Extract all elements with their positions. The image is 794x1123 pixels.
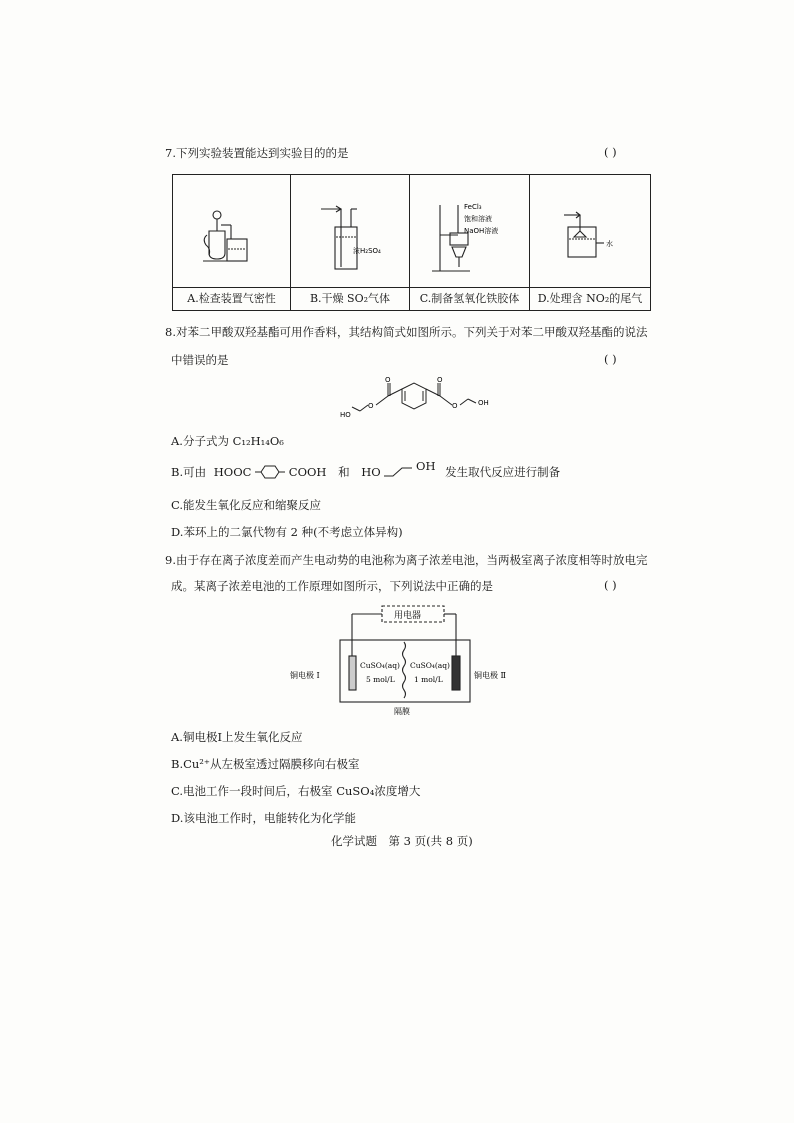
q8-option-c: C.能发生氧化反应和缩聚反应 xyxy=(171,498,322,512)
q8-ethylene-glycol-oh: OH xyxy=(416,459,436,473)
q7-stem: 7.下列实验装置能达到实验目的的是 xyxy=(165,146,349,160)
q7-option-a: A.检查装置气密性 xyxy=(173,287,290,310)
q8-cooh: COOH xyxy=(288,465,327,479)
c-naoh-label: NaOH溶液 xyxy=(464,227,499,235)
left-conc-label: 5 mol/L xyxy=(366,675,395,684)
q9-option-c: C.电池工作一段时间后，右极室 CuSO₄浓度增大 xyxy=(171,784,421,798)
c-saturated-label: 饱和溶液 xyxy=(464,215,492,223)
q7-apparatus-table xyxy=(172,174,651,311)
q8-stem-line1: 8.对苯二甲酸双羟基酯可用作香料，其结构简式如图所示。下列关于对苯二甲酸双羟基酯的说法 xyxy=(165,325,648,339)
right-conc-label: 1 mol/L xyxy=(414,675,443,684)
q7-option-c: C.制备氢氧化铁胶体 xyxy=(410,287,529,310)
q8-ethylene-glycol-ho: HO xyxy=(361,465,381,479)
concentration-cell-diagram xyxy=(290,604,540,716)
left-solution-label: CuSO₄(aq) xyxy=(360,661,400,670)
struct-ho-label: HO xyxy=(340,411,351,419)
membrane-label: 隔膜 xyxy=(394,707,410,716)
q7-figure-c xyxy=(410,175,529,287)
q9-option-d: D.该电池工作时，电能转化为化学能 xyxy=(171,811,356,825)
struct-o-left: O xyxy=(368,402,374,410)
q8-option-b xyxy=(171,459,561,480)
q8-option-a: A.分子式为 C₁₂H₁₄O₆ xyxy=(171,434,284,448)
struct-oh-label: OH xyxy=(478,399,489,407)
q8-option-b-prefix: B.可由 xyxy=(171,465,207,479)
q9-answer-paren: ( ) xyxy=(604,578,617,592)
left-electrode-label: 铜电极 Ⅰ xyxy=(290,671,320,680)
q8-answer-paren: ( ) xyxy=(604,352,617,366)
airtightness-apparatus-icon xyxy=(173,175,290,287)
gas-washing-bottle-icon xyxy=(291,175,409,287)
q9-option-a: A.铜电极Ⅰ上发生氧化反应 xyxy=(171,730,303,744)
ethylene-glycol-chain-icon xyxy=(384,464,412,480)
d-water-label: 水 xyxy=(606,240,613,248)
q9-stem-line1: 9.由于存在离子浓度差而产生电动势的电池称为离子浓差电池，当两极室离子浓度相等时放电完 xyxy=(165,553,648,567)
q7-figure-d xyxy=(530,175,650,287)
c-fecl3-label: FeCl₃ xyxy=(464,203,482,211)
right-electrode-label: 铜电极 Ⅱ xyxy=(474,671,506,680)
struct-carbonyl-o-right: O xyxy=(437,376,443,384)
diester-structure-diagram xyxy=(340,375,490,423)
b-acid-label: 浓H₂SO₄ xyxy=(353,247,381,255)
struct-o-right: O xyxy=(452,402,458,410)
tail-gas-absorption-icon xyxy=(530,175,650,287)
q8-and: 和 xyxy=(338,465,350,479)
device-label: 用电器 xyxy=(394,611,422,621)
colloid-preparation-icon xyxy=(410,175,529,287)
q8-stem-line2: 中错误的是 xyxy=(171,353,229,367)
q9-option-b: B.Cu²⁺从左极室透过隔膜移向右极室 xyxy=(171,757,360,771)
q8-option-b-suffix: 发生取代反应进行制备 xyxy=(445,465,561,479)
q9-stem-line2: 成。某离子浓差电池的工作原理如图所示，下列说法中正确的是 xyxy=(171,579,493,593)
q7-answer-paren: ( ) xyxy=(604,145,617,159)
q7-figure-a xyxy=(173,175,290,287)
q7-option-b: B.干燥 SO₂气体 xyxy=(291,287,409,310)
q8-option-d: D.苯环上的二氯代物有 2 种(不考虑立体异构) xyxy=(171,525,403,539)
struct-carbonyl-o-left: O xyxy=(385,376,391,384)
page-footer: 化学试题 第 3 页(共 8 页) xyxy=(331,834,473,848)
q8-hooc: HOOC xyxy=(213,465,252,479)
benzene-ring-icon xyxy=(255,464,285,480)
right-solution-label: CuSO₄(aq) xyxy=(410,661,450,670)
q7-figure-b xyxy=(291,175,409,287)
q7-option-d: D.处理含 NO₂的尾气 xyxy=(530,287,650,310)
